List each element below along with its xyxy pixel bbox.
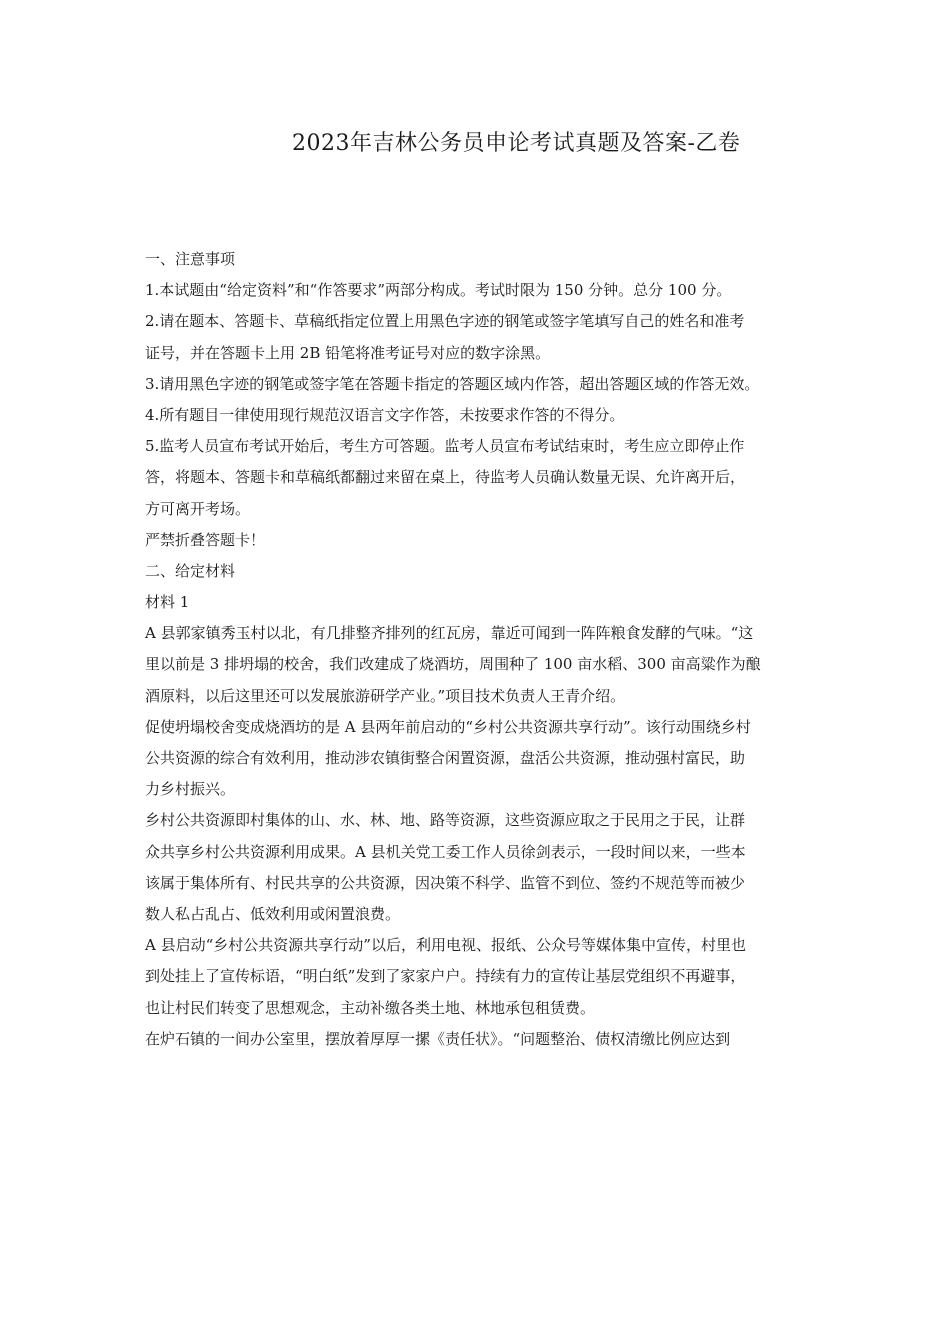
- warning-line: 严禁折叠答题卡！: [145, 530, 266, 549]
- paragraph-line: 公共资源的综合有效利用，推动涉农镇街整合闲置资源，盘活公共资源，推动强村富民，助: [145, 749, 746, 767]
- paragraph-line: 方可离开考场。: [145, 499, 251, 518]
- paragraph-line: 2.请在题本、答题卡、草稿纸指定位置上用黑色字迹的钢笔或签字笔填写自己的姓名和准考: [145, 312, 745, 331]
- paragraph-line: 乡村公共资源即村集体的山、水、林、地、路等资源，这些资源应取之于民用之于民，让群: [145, 811, 746, 830]
- paragraph-line: 也让村民们转变了思想观念，主动补缴各类土地、林地承包租赁费。: [145, 998, 596, 1017]
- paragraph-line: 酒原料，以后这里还可以发展旅游研学产业。”项目技术负责人王青介绍。: [145, 686, 626, 705]
- material-heading: 材料 1: [145, 593, 190, 612]
- paragraph-line: 众共享乡村公共资源利用成果。A 县机关党工委工作人员徐剑表示，一段时间以来，一些本: [145, 842, 746, 861]
- paragraph-line: 促使坍塌校舍变成烧酒坊的是 A 县两年前启动的“乡村公共资源共享行动”。该行动围绕乡村: [145, 717, 751, 736]
- paragraph-line: 里以前是 3 排坍塌的校舍，我们改建成了烧酒坊，周围种了 100 亩水稻、300 亩高粱作为酿: [145, 655, 761, 674]
- paragraph-line: 证号，并在答题卡上用 2B 铅笔将准考证号对应的数字涂黑。: [145, 343, 551, 362]
- paragraph-line: 5.监考人员宣布考试开始后，考生方可答题。监考人员宣布考试结束时，考生应立即停止作: [145, 437, 745, 456]
- paragraph-line: 数人私占乱占、低效利用或闲置浪费。: [145, 904, 401, 923]
- paragraph-line: 力乡村振兴。: [145, 780, 236, 799]
- paragraph-line: 在炉石镇的一间办公室里，摆放着厚厚一摞《责任状》。“问题整治、债权清缴比例应达到: [145, 1029, 731, 1048]
- document-title: 2023年吉林公务员申论考试真题及答案-乙卷: [292, 131, 741, 156]
- section-heading-notes: 一、注意事项: [145, 250, 236, 268]
- paragraph-line: 该属于集体所有、村民共享的公共资源，因决策不科学、监管不到位、签约不规范等而被少: [145, 873, 746, 892]
- paragraph-line: A 县郭家镇秀玉村以北，有几排整齐排列的红瓦房，靠近可闻到一阵阵粮食发酵的气味。“这: [145, 624, 754, 643]
- paragraph-line: 4.所有题目一律使用现行规范汉语言文字作答，未按要求作答的不得分。: [145, 405, 625, 424]
- section-heading-materials: 二、给定材料: [145, 561, 236, 580]
- paragraph-line: 1.本试题由“给定资料”和“作答要求”两部分构成。考试时限为 150 分钟。总分 100 分。: [145, 281, 732, 300]
- paragraph-line: 3.请用黑色字迹的钢笔或签字笔在答题卡指定的答题区域内作答，超出答题区域的作答无效。: [145, 374, 760, 393]
- paragraph-line: 答，将题本、答题卡和草稿纸都翻过来留在桌上，待监考人员确认数量无误、允许离开后，: [145, 468, 746, 487]
- document-body: [145, 244, 845, 1055]
- paragraph-line: 到处挂上了宣传标语，“明白纸”发到了家家户户。持续有力的宣传让基层党组织不再避事，: [145, 967, 746, 986]
- paragraph-line: A 县启动“乡村公共资源共享行动”以后，利用电视、报纸、公众号等媒体集中宣传，村里也: [145, 936, 746, 955]
